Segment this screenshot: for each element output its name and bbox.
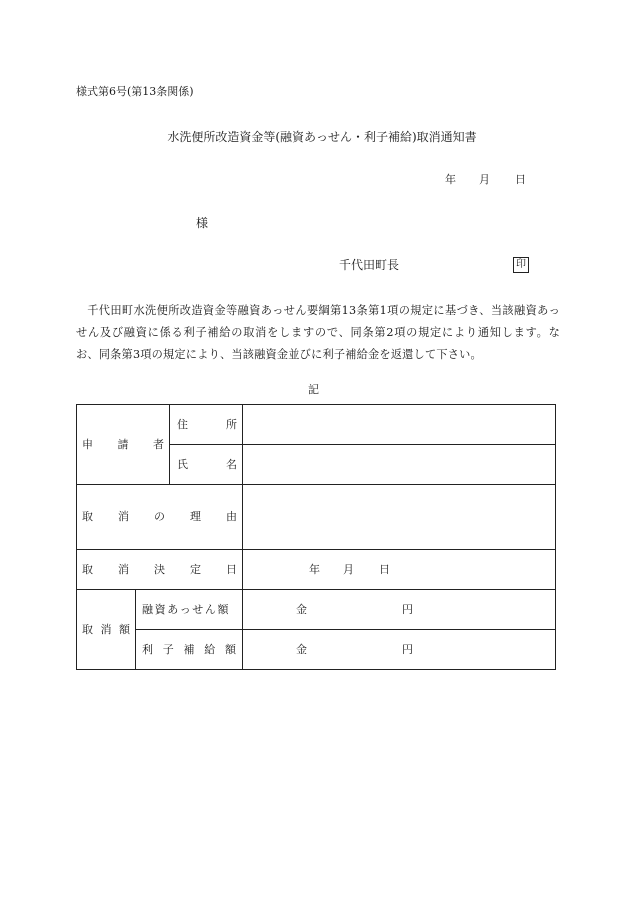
table-line-date-bottom bbox=[76, 589, 556, 590]
decision-year-label: 年 bbox=[309, 563, 320, 576]
table-line-applicant-divider bbox=[169, 404, 170, 485]
reason-value-field[interactable] bbox=[243, 485, 555, 549]
decision-month-label: 月 bbox=[343, 563, 354, 576]
reason-label: 取 消 の 理 由 bbox=[82, 510, 237, 523]
body-paragraph: 千代田町水洗便所改造資金等融資あっせん要綱第13条第1項の規定に基づき、当該融資あっせん及び融資に係る利子補給の取消をしますので、同条第2項の規定により通知します。なお、同条第3項の規定により、当該融資金並びに利子補給金を返還して下さい。 bbox=[76, 304, 560, 361]
date-day-label: 日 bbox=[515, 173, 526, 186]
table-line-reason-bottom bbox=[76, 549, 556, 550]
table-line-loan-bottom bbox=[135, 629, 556, 630]
applicant-label: 申 請 者 bbox=[82, 438, 164, 451]
document-title: 水洗便所改造資金等(融資あっせん・利子補給)取消通知書 bbox=[167, 130, 477, 144]
table-line-amount-divider bbox=[135, 589, 136, 670]
addressee-suffix: 様 bbox=[196, 216, 209, 230]
address-value-field[interactable] bbox=[243, 405, 555, 444]
form-number: 様式第6号(第13条関係) bbox=[76, 85, 194, 98]
table-border-right bbox=[555, 404, 556, 670]
interest-amount-label: 利 子 補 給 額 bbox=[142, 643, 236, 656]
ki-heading: 記 bbox=[308, 383, 319, 396]
cancel-amount-label: 取 消 額 bbox=[82, 623, 130, 636]
loan-yen-label: 円 bbox=[402, 603, 413, 616]
issuer-name: 千代田町長 bbox=[339, 258, 400, 272]
date-year-label: 年 bbox=[445, 173, 456, 186]
name-label: 氏 名 bbox=[177, 458, 237, 471]
date-month-label: 月 bbox=[479, 173, 490, 186]
decision-day-label: 日 bbox=[379, 563, 390, 576]
interest-yen-label: 円 bbox=[402, 643, 413, 656]
name-value-field[interactable] bbox=[243, 445, 555, 484]
decision-date-label: 取 消 決 定 日 bbox=[82, 563, 237, 576]
interest-kin-label: 金 bbox=[296, 643, 307, 656]
table-border-left bbox=[76, 404, 77, 670]
address-label: 住 所 bbox=[177, 418, 237, 431]
table-border-bottom bbox=[76, 669, 556, 670]
loan-kin-label: 金 bbox=[296, 603, 307, 616]
seal-mark: 印 bbox=[513, 257, 529, 273]
loan-amount-label: 融資あっせん額 bbox=[142, 603, 231, 616]
